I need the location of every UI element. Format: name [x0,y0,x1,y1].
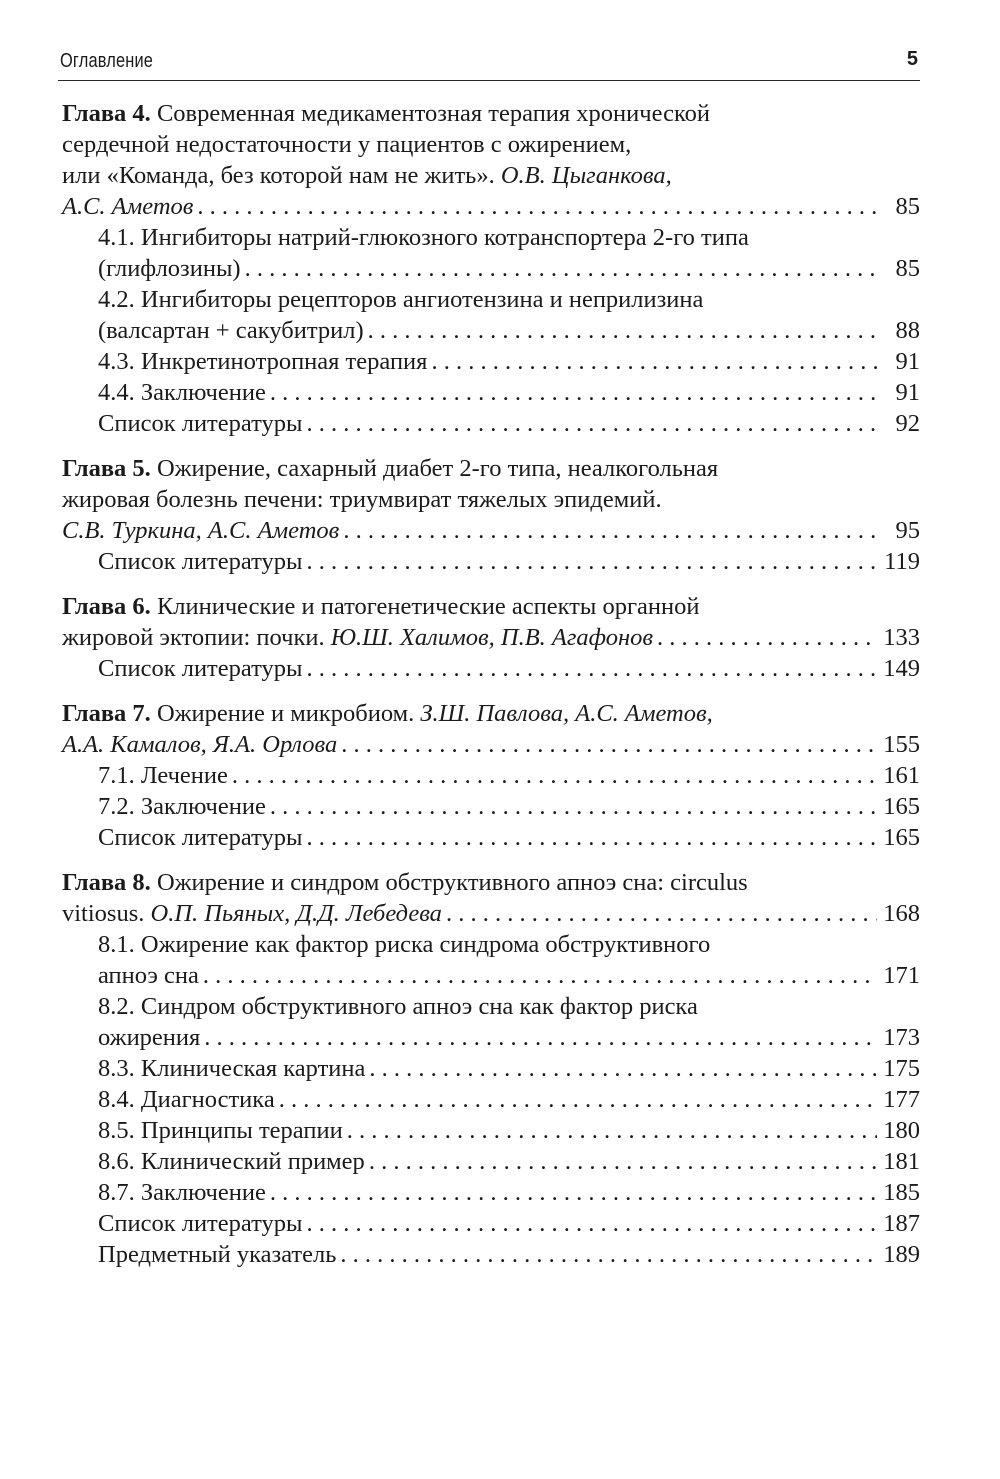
section-title: 7.1. Лечение [98,762,228,789]
dot-leader [203,960,877,991]
page-number: 85 [895,255,920,282]
section-entry[interactable] [62,1239,920,1270]
chapter-authors: А.А. Камалов, Я.А. Орлова [62,731,338,758]
section-title: Предметный указатель [98,1241,337,1268]
chapter-title-line: или «Команда, без которой нам не жить». О.В. Цыганкова, [62,162,672,189]
dot-leader [446,898,877,929]
section-title: Список литературы [98,824,303,851]
section-title-cont: апноэ сна [98,962,199,989]
dot-leader [657,622,877,653]
chapter-heading-line [62,453,920,484]
page-header [58,46,920,81]
page-number: 177 [883,1086,920,1113]
dot-leader [306,1208,877,1239]
chapter-authors: З.Ш. Павлова, А.С. Аметов, [420,700,713,727]
section-entry[interactable] [62,1053,920,1084]
dot-leader [341,729,877,760]
page-number: 165 [883,824,920,851]
chapter-title-part: Клинические и патогенетические аспекты органной [150,593,700,620]
dot-leader [306,822,877,853]
dot-leader [306,408,878,439]
section-title: Список литературы [98,410,303,437]
page-number: 171 [883,962,920,989]
section-title: 8.6. Клинический пример [98,1148,365,1175]
dot-leader [270,1177,877,1208]
section-entry[interactable] [62,222,920,284]
chapter-authors: Ю.Ш. Халимов, П.В. Агафонов [330,624,654,651]
chapter-title-line: vitiosus. О.П. Пьяных, Д.Д. Лебедева [62,900,442,927]
dot-leader [270,791,877,822]
chapter-label: Глава 4. [62,100,151,127]
page-number: 181 [883,1148,920,1175]
section-entry[interactable] [62,1177,920,1208]
section-entry[interactable] [62,284,920,346]
toc-entry[interactable] [62,191,920,222]
chapter-title-line: сердечной недостаточности у пациентов с ожирением, [62,131,632,158]
page-number: 180 [883,1117,920,1144]
chapter-authors: О.П. Пьяных, Д.Д. Лебедева [150,900,442,927]
dot-leader [369,1146,877,1177]
chapter-title-line: жировой эктопии: почки. Ю.Ш. Халимов, П.В. Агафонов [62,624,654,651]
chapter-4 [62,98,920,439]
dot-leader [270,377,878,408]
chapter-label: Глава 7. [62,700,151,727]
page-number: 155 [883,731,920,758]
section-entry[interactable] [62,653,920,684]
chapter-heading-line [62,698,920,729]
dot-leader [232,760,877,791]
page-number: 88 [895,317,920,344]
section-entry[interactable] [62,760,920,791]
dot-leader [431,346,878,377]
chapter-title-part: Ожирение и синдром обструктивного апноэ сна: circulus [150,869,748,896]
section-title-cont: ожирения [98,1024,201,1051]
section-title: 8.3. Клиническая картина [98,1055,366,1082]
section-entry[interactable] [62,929,920,991]
page-number: 133 [883,624,920,651]
section-entry[interactable] [62,1146,920,1177]
header-title: Оглавление [60,50,154,72]
chapter-7 [62,698,920,853]
section-entry[interactable] [62,408,920,439]
dot-leader [369,1053,877,1084]
page-number: 175 [883,1055,920,1082]
page-number: 173 [883,1024,920,1051]
section-title-cont: (валсартан + сакубитрил) [98,317,364,344]
page-number: 85 [895,193,920,220]
chapter-authors: С.В. Туркина, А.С. Аметов [62,517,340,544]
section-title: Список литературы [98,548,303,575]
section-entry[interactable] [62,1084,920,1115]
dot-leader [343,515,878,546]
section-title: 4.4. Заключение [98,379,266,406]
section-title: 8.2. Синдром обструктивного апноэ сна как фактор риска [98,993,698,1020]
section-title: Список литературы [98,1210,303,1237]
dot-leader [306,546,878,577]
page-number: 91 [895,348,920,375]
page-number: 165 [883,793,920,820]
toc-entry[interactable] [62,898,920,929]
chapter-authors: О.В. Цыганкова, [500,162,672,189]
chapter-heading-line [62,591,920,622]
section-title: 8.7. Заключение [98,1179,266,1206]
chapter-heading-line [62,867,920,898]
chapter-8 [62,867,920,1270]
section-title-cont: (глифлозины) [98,255,241,282]
chapter-heading-line [62,98,920,129]
section-title: 8.1. Ожирение как фактор риска синдрома обструктивного [98,931,711,958]
page-number: 119 [884,548,920,575]
chapter-label: Глава 6. [62,593,151,620]
chapter-label: Глава 5. [62,455,151,482]
section-title: 8.4. Диагностика [98,1086,275,1113]
page-number: 149 [883,655,920,682]
section-entry[interactable] [62,1208,920,1239]
chapter-5 [62,453,920,577]
toc-entry[interactable] [62,622,920,653]
section-title: 4.1. Ингибиторы натрий-глюкозного котранспортера 2-го типа [98,224,749,251]
page-number: 95 [895,517,920,544]
dot-leader [204,1022,877,1053]
table-of-contents [62,98,920,1270]
section-title: 4.3. Инкретинотропная терапия [98,348,428,375]
section-title: 7.2. Заключение [98,793,266,820]
dot-leader [279,1084,878,1115]
chapter-title-line: жировая болезнь печени: триумвират тяжелых эпидемий. [62,486,662,513]
page-number: 91 [895,379,920,406]
chapter-title-part: Ожирение и микробиом. [150,700,421,727]
dot-leader [306,653,877,684]
page-number: 189 [883,1241,920,1268]
page-number: 161 [883,762,920,789]
section-title: Список литературы [98,655,303,682]
dot-leader [347,1115,878,1146]
header-page-number: 5 [906,48,918,70]
section-title: 4.2. Ингибиторы рецепторов ангиотензина и неприлизина [98,286,704,313]
section-title: 8.5. Принципы терапии [98,1117,343,1144]
section-entry[interactable] [62,1115,920,1146]
section-entry[interactable] [62,346,920,377]
section-entry[interactable] [62,991,920,1053]
section-entry[interactable] [62,791,920,822]
page-number: 92 [895,410,920,437]
section-entry[interactable] [62,822,920,853]
page-number: 187 [883,1210,920,1237]
page-number: 168 [883,900,920,927]
chapter-authors: А.С. Аметов [62,193,194,220]
chapter-label: Глава 8. [62,869,151,896]
dot-leader [245,253,878,284]
page-number: 185 [883,1179,920,1206]
chapter-title-part: Современная медикаментозная терапия хронической [150,100,710,127]
dot-leader [197,191,878,222]
chapter-title-part: Ожирение, сахарный диабет 2-го типа, неалкогольная [150,455,719,482]
toc-entry[interactable] [62,729,920,760]
chapter-6 [62,591,920,684]
dot-leader [368,315,878,346]
toc-entry[interactable] [62,515,920,546]
section-entry[interactable] [62,546,920,577]
dot-leader [340,1239,877,1270]
section-entry[interactable] [62,377,920,408]
